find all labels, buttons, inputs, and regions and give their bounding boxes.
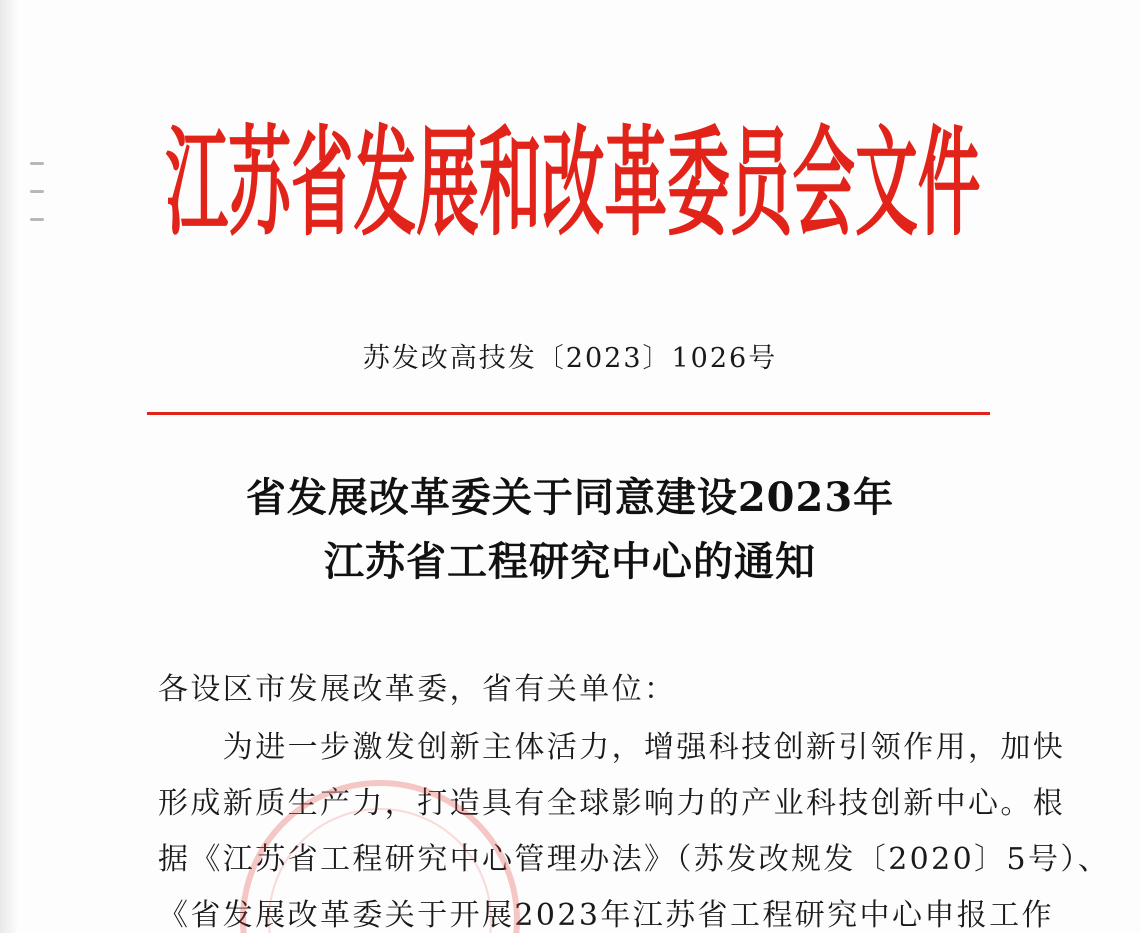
body-line: 《省发展改革委关于开展2023年江苏省工程研究中心申报工作 [158,898,1054,933]
binding-mark [30,218,44,221]
body-line: 为进一步激发创新主体活力，增强科技创新引领作用，加快 [158,730,1066,765]
red-divider-rule [147,412,990,415]
seal-inner-ring [268,808,492,933]
salutation: 各设区市发展改革委，省有关单位： [158,672,677,707]
document-number: 苏发改高技发〔2023〕1026号 [362,343,778,374]
body-line: 据《江苏省工程研究中心管理办法》（苏发改规发〔2020〕5号）、 [158,842,1111,877]
notice-title-line-2: 江苏省工程研究中心的通知 [324,538,816,585]
binding-mark [30,190,44,193]
issuer-header-text: 江苏省发展和改革委员会文件 [165,114,981,252]
issuer-header [158,92,988,252]
body-line: 形成新质生产力，打造具有全球影响力的产业科技创新中心。根 [158,786,1066,821]
notice-title-line-1: 省发展改革委关于同意建设2023年 [245,474,895,521]
binding-mark [30,162,44,165]
